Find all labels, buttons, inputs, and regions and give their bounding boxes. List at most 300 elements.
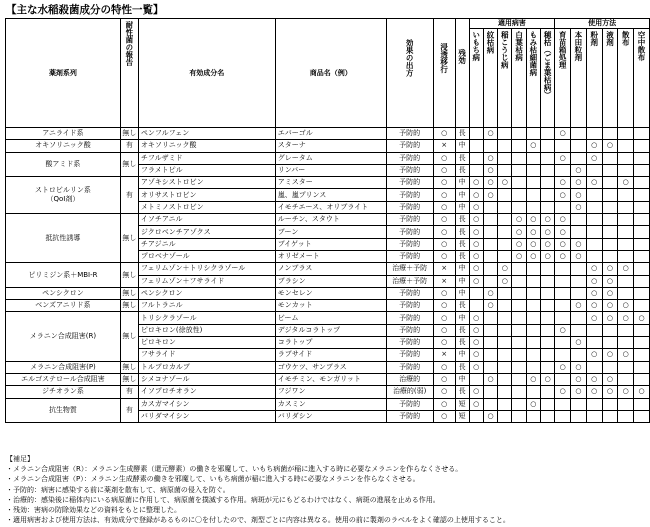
- usage-mark-cell: [634, 250, 650, 262]
- disease-mark-cell: [541, 300, 555, 312]
- usage-mark-cell: [586, 164, 602, 176]
- usage-mark-cell: [555, 373, 571, 385]
- ingredient-cell: トルプロカルブ: [138, 361, 275, 373]
- usage-mark-cell: ○: [571, 300, 587, 312]
- disease-mark-cell: ○: [469, 250, 483, 262]
- usage-mark-cell: [618, 164, 634, 176]
- product-cell: リンバー: [275, 164, 386, 176]
- disease-mark-cell: [498, 361, 512, 373]
- usage-mark-cell: [634, 300, 650, 312]
- disease-mark-cell: [483, 337, 497, 349]
- disease-mark-cell: [526, 275, 540, 287]
- effect-cell: 治療的(弱): [386, 386, 433, 398]
- product-cell: ブイゲット: [275, 238, 386, 250]
- usage-mark-cell: [586, 189, 602, 201]
- disease-mark-cell: [512, 300, 526, 312]
- resistance-cell: 無し: [120, 152, 138, 177]
- ingredient-cell: メトミノストロビン: [138, 201, 275, 213]
- disease-mark-cell: [498, 398, 512, 410]
- table-row: [6, 287, 650, 299]
- disease-mark-cell: [469, 287, 483, 299]
- disease-mark-cell: [483, 275, 497, 287]
- usage-mark-cell: [602, 250, 618, 262]
- usage-mark-cell: ○: [571, 250, 587, 262]
- usage-mark-cell: ○: [618, 386, 634, 398]
- usage-mark-cell: ○: [571, 361, 587, 373]
- ingredient-cell: バリダマイシン: [138, 410, 275, 422]
- usage-mark-cell: [634, 164, 650, 176]
- category-cell: 酸アミド系: [6, 152, 121, 177]
- table-row: [6, 152, 650, 164]
- disease-mark-cell: ○: [483, 177, 497, 189]
- disease-mark-cell: ○: [469, 201, 483, 213]
- disease-mark-cell: [512, 337, 526, 349]
- disease-mark-cell: [483, 361, 497, 373]
- usage-mark-cell: ○: [571, 189, 587, 201]
- disease-mark-cell: [483, 349, 497, 361]
- product-cell: ブーン: [275, 226, 386, 238]
- usage-mark-cell: ○: [586, 373, 602, 385]
- table-row: [6, 398, 650, 410]
- usage-mark-cell: ○: [571, 386, 587, 398]
- systemic-cell: ×: [433, 275, 455, 287]
- usage-mark-cell: [634, 349, 650, 361]
- disease-mark-cell: [541, 263, 555, 275]
- systemic-cell: ○: [433, 128, 455, 140]
- disease-mark-cell: ○: [483, 300, 497, 312]
- header-disease-group: 適用病害: [469, 19, 555, 29]
- usage-mark-cell: [634, 410, 650, 422]
- header-ingredient: 有効成分名: [138, 19, 275, 128]
- disease-mark-cell: [526, 349, 540, 361]
- disease-mark-cell: ○: [526, 214, 540, 226]
- disease-mark-cell: [512, 361, 526, 373]
- usage-mark-cell: [571, 226, 587, 238]
- usage-mark-cell: ○: [571, 164, 587, 176]
- header-disease-3: 白葉枯病: [512, 29, 526, 128]
- ingredient-cell: カスガマイシン: [138, 398, 275, 410]
- disease-mark-cell: [541, 349, 555, 361]
- usage-mark-cell: [602, 152, 618, 164]
- disease-mark-cell: ○: [469, 275, 483, 287]
- effect-cell: 予防的: [386, 324, 433, 336]
- ingredient-cell: ピロキロン(徐放性): [138, 324, 275, 336]
- disease-mark-cell: [498, 238, 512, 250]
- usage-mark-cell: ○: [602, 140, 618, 152]
- disease-mark-cell: ○: [541, 250, 555, 262]
- disease-mark-cell: ○: [498, 263, 512, 275]
- usage-mark-cell: [555, 275, 571, 287]
- notes-lines: [6, 464, 510, 525]
- header-systemic: 浸透移行: [433, 19, 455, 128]
- disease-mark-cell: ○: [483, 410, 497, 422]
- usage-mark-cell: [571, 263, 587, 275]
- disease-mark-cell: [541, 312, 555, 324]
- disease-mark-cell: ○: [469, 386, 483, 398]
- disease-mark-cell: [483, 398, 497, 410]
- resistance-cell: 有: [120, 398, 138, 423]
- usage-mark-cell: [555, 337, 571, 349]
- disease-mark-cell: ○: [483, 189, 497, 201]
- ingredient-cell: オキソリニック酸: [138, 140, 275, 152]
- usage-mark-cell: ○: [586, 386, 602, 398]
- category-cell: ジチオラン系: [6, 386, 121, 398]
- usage-mark-cell: [586, 361, 602, 373]
- effect-cell: 予防的: [386, 312, 433, 324]
- disease-mark-cell: [512, 152, 526, 164]
- product-cell: バリダシン: [275, 410, 386, 422]
- systemic-cell: ○: [433, 373, 455, 385]
- disease-mark-cell: [526, 177, 540, 189]
- systemic-cell: ○: [433, 250, 455, 262]
- disease-mark-cell: ○: [512, 214, 526, 226]
- disease-mark-cell: [512, 287, 526, 299]
- duration-cell: 長: [455, 250, 469, 262]
- usage-mark-cell: ○: [555, 361, 571, 373]
- disease-mark-cell: [526, 164, 540, 176]
- ingredient-cell: シメコナゾール: [138, 373, 275, 385]
- duration-cell: 長: [455, 324, 469, 336]
- usage-mark-cell: ○: [571, 238, 587, 250]
- usage-mark-cell: ○: [555, 214, 571, 226]
- duration-cell: 中: [455, 263, 469, 275]
- disease-mark-cell: ○: [541, 373, 555, 385]
- usage-mark-cell: [618, 152, 634, 164]
- usage-mark-cell: ○: [602, 287, 618, 299]
- systemic-cell: ○: [433, 177, 455, 189]
- product-cell: ルーチン、スタウト: [275, 214, 386, 226]
- effect-cell: 予防的: [386, 164, 433, 176]
- product-cell: グレータム: [275, 152, 386, 164]
- systemic-cell: ×: [433, 263, 455, 275]
- disease-mark-cell: [541, 177, 555, 189]
- disease-mark-cell: ○: [469, 238, 483, 250]
- header-effect: 効果の出方: [386, 19, 433, 128]
- disease-mark-cell: [541, 189, 555, 201]
- disease-mark-cell: [512, 140, 526, 152]
- duration-cell: 短: [455, 398, 469, 410]
- systemic-cell: ○: [433, 189, 455, 201]
- usage-mark-cell: [602, 238, 618, 250]
- disease-mark-cell: [512, 410, 526, 422]
- effect-cell: 予防的: [386, 361, 433, 373]
- usage-mark-cell: [571, 140, 587, 152]
- note-line: ・治療的：感染後に稲体内にいる病原菌に作用して、病原菌を撲滅する作用。病斑が元にもどるわけではなく、病斑の進展を止める作用。: [6, 495, 440, 504]
- usage-mark-cell: [586, 324, 602, 336]
- category-cell: ベンズアニリド系: [6, 300, 121, 312]
- usage-mark-cell: [618, 398, 634, 410]
- usage-mark-cell: [602, 324, 618, 336]
- ingredient-cell: ジクロベンチアゾクス: [138, 226, 275, 238]
- usage-mark-cell: [634, 214, 650, 226]
- resistance-cell: 無し: [120, 287, 138, 299]
- duration-cell: 長: [455, 238, 469, 250]
- disease-mark-cell: [498, 312, 512, 324]
- disease-mark-cell: ○: [541, 238, 555, 250]
- fungicide-table: [5, 18, 650, 423]
- usage-mark-cell: ○: [555, 128, 571, 140]
- disease-mark-cell: [512, 201, 526, 213]
- duration-cell: 長: [455, 300, 469, 312]
- usage-mark-cell: [634, 324, 650, 336]
- ingredient-cell: チフルザミド: [138, 152, 275, 164]
- usage-mark-cell: ○: [555, 189, 571, 201]
- usage-mark-cell: ○: [618, 263, 634, 275]
- header-disease-1: 紋枯病: [483, 29, 497, 128]
- disease-mark-cell: [483, 250, 497, 262]
- header-usage-1: 本田粒剤: [571, 29, 587, 128]
- effect-cell: 予防的: [386, 287, 433, 299]
- notes: [6, 454, 510, 525]
- usage-mark-cell: ○: [586, 140, 602, 152]
- note-line: ・適用病害および使用方法は、有効成分で登録があるものに〇を付したので、剤型ごとに内容は異なる。使用の前に製剤のラベルをよく確認の上使用すること。: [6, 516, 510, 525]
- usage-mark-cell: [634, 177, 650, 189]
- effect-cell: 治療＋予防: [386, 263, 433, 275]
- disease-mark-cell: [526, 386, 540, 398]
- product-cell: デジタルコラトップ: [275, 324, 386, 336]
- systemic-cell: ○: [433, 201, 455, 213]
- disease-mark-cell: [541, 128, 555, 140]
- resistance-cell: 無し: [120, 128, 138, 140]
- systemic-cell: ○: [433, 214, 455, 226]
- usage-mark-cell: [602, 177, 618, 189]
- disease-mark-cell: ○: [526, 226, 540, 238]
- disease-mark-cell: ○: [541, 214, 555, 226]
- usage-mark-cell: [555, 300, 571, 312]
- disease-mark-cell: [526, 201, 540, 213]
- usage-mark-cell: [634, 287, 650, 299]
- systemic-cell: ○: [433, 410, 455, 422]
- duration-cell: 中: [455, 287, 469, 299]
- disease-mark-cell: [498, 349, 512, 361]
- ingredient-cell: フェリムゾン＋フサライド: [138, 275, 275, 287]
- systemic-cell: ○: [433, 164, 455, 176]
- effect-cell: 予防的: [386, 189, 433, 201]
- disease-mark-cell: [483, 214, 497, 226]
- usage-mark-cell: [618, 287, 634, 299]
- usage-mark-cell: [602, 214, 618, 226]
- disease-mark-cell: [498, 152, 512, 164]
- category-cell: ストロビルリン系 （QoI剤）: [6, 177, 121, 214]
- usage-mark-cell: [571, 275, 587, 287]
- usage-mark-cell: [618, 140, 634, 152]
- disease-mark-cell: [469, 140, 483, 152]
- disease-mark-cell: [512, 398, 526, 410]
- disease-mark-cell: [512, 312, 526, 324]
- product-cell: エバーゴル: [275, 128, 386, 140]
- disease-mark-cell: [483, 238, 497, 250]
- usage-mark-cell: [555, 312, 571, 324]
- header-usage-3: 液剤: [602, 29, 618, 128]
- usage-mark-cell: [571, 324, 587, 336]
- effect-cell: 予防的: [386, 201, 433, 213]
- header-usage-5: 空中散布: [634, 29, 650, 128]
- usage-mark-cell: [602, 398, 618, 410]
- usage-mark-cell: [586, 226, 602, 238]
- disease-mark-cell: [526, 300, 540, 312]
- duration-cell: 長: [455, 337, 469, 349]
- category-cell: アニライド系: [6, 128, 121, 140]
- usage-mark-cell: [618, 324, 634, 336]
- disease-mark-cell: ○: [498, 275, 512, 287]
- page-title: 【主な水稲殺菌成分の特性一覧】: [6, 4, 164, 16]
- usage-mark-cell: [634, 238, 650, 250]
- usage-mark-cell: [586, 214, 602, 226]
- duration-cell: 長: [455, 386, 469, 398]
- ingredient-cell: フサライド: [138, 349, 275, 361]
- usage-mark-cell: [618, 361, 634, 373]
- disease-mark-cell: [541, 152, 555, 164]
- product-cell: ブラシン: [275, 275, 386, 287]
- disease-mark-cell: [498, 226, 512, 238]
- header-category: 薬剤系列: [6, 19, 121, 128]
- duration-cell: 中: [455, 177, 469, 189]
- table-row: [6, 128, 650, 140]
- effect-cell: 予防的: [386, 250, 433, 262]
- usage-mark-cell: ○: [602, 263, 618, 275]
- disease-mark-cell: ○: [469, 324, 483, 336]
- usage-mark-cell: ○: [586, 177, 602, 189]
- disease-mark-cell: [512, 128, 526, 140]
- disease-mark-cell: [483, 312, 497, 324]
- effect-cell: 予防的: [386, 152, 433, 164]
- disease-mark-cell: [512, 324, 526, 336]
- usage-mark-cell: [602, 164, 618, 176]
- table-row: [6, 386, 650, 398]
- header-usage-0: 育苗箱処理: [555, 29, 571, 128]
- systemic-cell: ×: [433, 140, 455, 152]
- disease-mark-cell: [526, 189, 540, 201]
- usage-mark-cell: ○: [634, 386, 650, 398]
- usage-mark-cell: [618, 128, 634, 140]
- effect-cell: 予防的: [386, 349, 433, 361]
- usage-mark-cell: [634, 373, 650, 385]
- systemic-cell: ○: [433, 361, 455, 373]
- usage-mark-cell: ○: [555, 250, 571, 262]
- disease-mark-cell: [469, 152, 483, 164]
- note-line: ・予防的：病害に感染する前に薬剤を散布して、病原菌の侵入を防ぐ。: [6, 485, 230, 494]
- usage-mark-cell: ○: [602, 349, 618, 361]
- disease-mark-cell: [541, 337, 555, 349]
- category-cell: メラニン合成阻害(R): [6, 312, 121, 361]
- table-row: [6, 177, 650, 189]
- disease-mark-cell: [526, 337, 540, 349]
- usage-mark-cell: ○: [586, 287, 602, 299]
- disease-mark-cell: [469, 300, 483, 312]
- header-usage-4: 散布: [618, 29, 634, 128]
- duration-cell: 長: [455, 128, 469, 140]
- product-cell: ビーム: [275, 312, 386, 324]
- effect-cell: 予防的: [386, 300, 433, 312]
- disease-mark-cell: [541, 386, 555, 398]
- category-cell: オキソリニック酸: [6, 140, 121, 152]
- usage-mark-cell: [618, 201, 634, 213]
- disease-mark-cell: [498, 324, 512, 336]
- category-cell: 抗生物質: [6, 398, 121, 423]
- usage-mark-cell: [602, 189, 618, 201]
- disease-mark-cell: ○: [483, 128, 497, 140]
- usage-mark-cell: [586, 337, 602, 349]
- ingredient-cell: イソプロチオラン: [138, 386, 275, 398]
- product-cell: イモチエース、オリブライト: [275, 201, 386, 213]
- disease-mark-cell: ○: [469, 214, 483, 226]
- disease-mark-cell: ○: [526, 238, 540, 250]
- disease-mark-cell: ○: [483, 373, 497, 385]
- usage-mark-cell: ○: [586, 275, 602, 287]
- note-line: ・残効：害病の防除効果などの資料をもとに整理した。: [6, 506, 181, 515]
- usage-mark-cell: [571, 349, 587, 361]
- resistance-cell: 有: [120, 177, 138, 214]
- disease-mark-cell: ○: [512, 250, 526, 262]
- usage-mark-cell: [571, 312, 587, 324]
- product-cell: モンカット: [275, 300, 386, 312]
- duration-cell: 長: [455, 152, 469, 164]
- usage-mark-cell: [555, 164, 571, 176]
- usage-mark-cell: ○: [618, 177, 634, 189]
- disease-mark-cell: [541, 410, 555, 422]
- systemic-cell: ○: [433, 287, 455, 299]
- duration-cell: 中: [455, 349, 469, 361]
- resistance-cell: 無し: [120, 361, 138, 373]
- notes-title: 【補足】: [6, 455, 34, 463]
- disease-mark-cell: [483, 386, 497, 398]
- effect-cell: 予防的: [386, 410, 433, 422]
- disease-mark-cell: ○: [469, 337, 483, 349]
- usage-mark-cell: ○: [571, 201, 587, 213]
- usage-mark-cell: ○: [586, 152, 602, 164]
- table-row: [6, 300, 650, 312]
- effect-cell: 予防的: [386, 398, 433, 410]
- header-duration: 残効: [455, 19, 469, 128]
- category-cell: ピリミジン系＋MBI-R: [6, 263, 121, 288]
- header-disease-0: いもち病: [469, 29, 483, 128]
- disease-mark-cell: [512, 164, 526, 176]
- duration-cell: 長: [455, 164, 469, 176]
- systemic-cell: ×: [433, 349, 455, 361]
- duration-cell: 中: [455, 275, 469, 287]
- usage-mark-cell: [634, 361, 650, 373]
- usage-mark-cell: ○: [618, 349, 634, 361]
- usage-mark-cell: ○: [618, 300, 634, 312]
- duration-cell: 長: [455, 214, 469, 226]
- usage-mark-cell: [618, 214, 634, 226]
- disease-mark-cell: [483, 140, 497, 152]
- disease-mark-cell: [498, 250, 512, 262]
- disease-mark-cell: [498, 214, 512, 226]
- disease-mark-cell: [483, 201, 497, 213]
- disease-mark-cell: [498, 201, 512, 213]
- duration-cell: 中: [455, 189, 469, 201]
- usage-mark-cell: ○: [634, 312, 650, 324]
- resistance-cell: 有: [120, 386, 138, 398]
- usage-mark-cell: [634, 201, 650, 213]
- usage-mark-cell: ○: [571, 373, 587, 385]
- disease-mark-cell: ○: [512, 226, 526, 238]
- category-cell: ペンシクロン: [6, 287, 121, 299]
- disease-mark-cell: [541, 140, 555, 152]
- duration-cell: 中: [455, 140, 469, 152]
- usage-mark-cell: [586, 238, 602, 250]
- resistance-cell: 無し: [120, 373, 138, 385]
- disease-mark-cell: [498, 128, 512, 140]
- systemic-cell: ○: [433, 398, 455, 410]
- resistance-cell: 無し: [120, 263, 138, 288]
- disease-mark-cell: [483, 226, 497, 238]
- usage-mark-cell: [602, 361, 618, 373]
- table-row: [6, 312, 650, 324]
- usage-mark-cell: ○: [602, 312, 618, 324]
- usage-mark-cell: [586, 398, 602, 410]
